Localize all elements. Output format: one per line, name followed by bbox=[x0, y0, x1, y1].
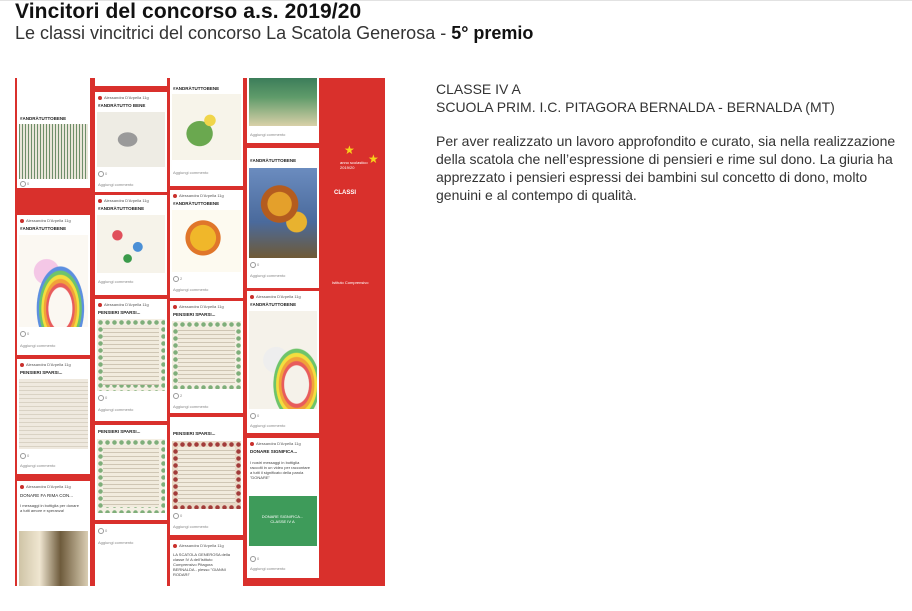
card-likes: 2 bbox=[173, 276, 182, 282]
heart-icon bbox=[173, 276, 179, 282]
card-title: #ANDRÀTUTTO BENE bbox=[98, 103, 146, 108]
card-likes: 0 bbox=[250, 262, 259, 268]
card-drawing bbox=[97, 215, 165, 273]
winner-class: CLASSE IV A bbox=[436, 81, 521, 97]
card-comment: Aggiungi commento bbox=[98, 540, 134, 545]
prize-label: 5° premio bbox=[451, 23, 534, 43]
collage-card bbox=[17, 481, 90, 586]
card-drawing bbox=[172, 321, 241, 389]
padlet-collage-image bbox=[15, 78, 385, 586]
card-photo bbox=[19, 531, 88, 586]
card-author: Alessandra D'Arpella 11g bbox=[20, 484, 71, 489]
heart-icon bbox=[20, 181, 26, 187]
heart-icon bbox=[250, 556, 256, 562]
card-likes: 0 bbox=[250, 413, 259, 419]
card-drawing bbox=[249, 168, 317, 258]
collage-card bbox=[247, 291, 319, 433]
collage-card bbox=[247, 148, 319, 288]
card-text: I messaggi in bottiglia per donare a tutti amore e speranza! bbox=[20, 503, 79, 513]
card-likes: 0 bbox=[20, 453, 29, 459]
collage-card bbox=[170, 540, 243, 586]
card-drawing bbox=[172, 94, 241, 160]
card-drawing bbox=[249, 311, 317, 409]
page-title: Vincitori del concorso a.s. 2019/20 bbox=[15, 0, 362, 23]
card-title: #ANDRÀTUTTOBENE bbox=[98, 206, 145, 211]
card-comment: Aggiungi commento bbox=[173, 404, 209, 409]
card-drawing bbox=[97, 319, 165, 391]
star-icon: ★ bbox=[368, 152, 379, 166]
card-author: Alessandra D'Arpella 11g bbox=[173, 543, 224, 548]
brand-year: anno scolastico 2019/20 bbox=[340, 160, 368, 170]
card-likes: 0 bbox=[20, 331, 29, 337]
heart-icon bbox=[98, 528, 104, 534]
card-comment: Aggiungi commento bbox=[250, 566, 286, 571]
card-likes: 0 bbox=[173, 513, 182, 519]
card-drawing bbox=[19, 379, 88, 449]
card-title: #ANDRÀTUTTOBENE bbox=[250, 302, 297, 307]
heart-icon bbox=[250, 262, 256, 268]
collage-card bbox=[170, 417, 243, 535]
card-comment: Aggiungi commento bbox=[20, 343, 56, 348]
video-title: DONARE SIGNIFICA... CLASSE IV A bbox=[261, 514, 304, 524]
card-comment: Aggiungi commento bbox=[98, 407, 134, 412]
card-comment: Aggiungi commento bbox=[250, 132, 286, 137]
card-title: PENSIERI SPARSI... bbox=[98, 310, 141, 315]
card-video bbox=[249, 496, 317, 546]
card-comment: Aggiungi commento bbox=[173, 287, 209, 292]
card-title: #ANDRÀTUTTOBENE bbox=[173, 201, 220, 206]
card-likes: 0 bbox=[98, 171, 107, 177]
collage-card bbox=[170, 78, 243, 186]
card-comment: Aggiungi commento bbox=[250, 273, 286, 278]
card-author: Alessandra D'Arpella 11g bbox=[20, 362, 71, 367]
winner-school: SCUOLA PRIM. I.C. PITAGORA BERNALDA - BERNALDA (MT) bbox=[436, 99, 835, 115]
card-comment: Aggiungi commento bbox=[98, 279, 134, 284]
card-author: Alessandra D'Arpella 11g bbox=[20, 218, 71, 223]
card-author: Alessandra D'Arpella 11g bbox=[250, 441, 301, 446]
collage-card bbox=[95, 78, 167, 86]
card-title: #ANDRÀTUTTOBENE bbox=[20, 116, 67, 121]
card-drawing bbox=[19, 124, 88, 179]
collage-card bbox=[95, 195, 167, 295]
heart-icon bbox=[98, 395, 104, 401]
collage-card bbox=[95, 425, 167, 520]
heart-icon bbox=[250, 413, 256, 419]
collage-card bbox=[170, 301, 243, 413]
card-author: Alessandra D'Arpella 11g bbox=[98, 302, 149, 307]
card-drawing bbox=[97, 439, 165, 513]
collage-card bbox=[247, 78, 319, 143]
card-title: #ANDRÀTUTTOBENE bbox=[173, 86, 220, 91]
card-drawing bbox=[172, 210, 241, 272]
card-comment: Aggiungi commento bbox=[173, 524, 209, 529]
heart-icon bbox=[20, 331, 26, 337]
collage-brand-strip bbox=[330, 138, 385, 308]
card-likes: 0 bbox=[98, 528, 107, 534]
card-comment: Aggiungi commento bbox=[173, 170, 209, 175]
card-comment: Aggiungi commento bbox=[20, 463, 56, 468]
card-likes: 0 bbox=[20, 181, 29, 187]
card-comment: Aggiungi commento bbox=[250, 423, 286, 428]
card-author: Alessandra D'Arpella 11g bbox=[173, 304, 224, 309]
collage-card bbox=[17, 78, 90, 188]
card-title: DONARE FA RIMA CON... bbox=[20, 493, 74, 498]
card-title: PENSIERI SPARSI... bbox=[173, 431, 216, 436]
card-author: Alessandra D'Arpella 11g bbox=[173, 193, 224, 198]
heart-icon bbox=[20, 453, 26, 459]
card-drawing bbox=[249, 78, 317, 126]
collage-card bbox=[170, 190, 243, 298]
card-author: Alessandra D'Arpella 11g bbox=[98, 198, 149, 203]
page-subtitle bbox=[15, 22, 533, 44]
card-title: PENSIERI SPARSI... bbox=[20, 370, 63, 375]
collage-card bbox=[17, 215, 90, 355]
card-likes: 2 bbox=[173, 393, 182, 399]
card-drawing bbox=[19, 235, 88, 327]
card-title: #ANDRÀTUTTOBENE bbox=[250, 158, 297, 163]
brand-footer: Istituto Comprensivo bbox=[332, 280, 369, 285]
card-author: Alessandra D'Arpella 11g bbox=[98, 95, 149, 100]
card-likes: 0 bbox=[250, 556, 259, 562]
subtitle-text: Le classi vincitrici del concorso La Scatola Generosa - bbox=[15, 23, 452, 43]
card-drawing bbox=[172, 441, 241, 509]
collage-card bbox=[95, 92, 167, 192]
collage-card bbox=[95, 524, 167, 586]
winner-info bbox=[436, 80, 906, 204]
collage-card bbox=[247, 438, 319, 578]
winner-description: Per aver realizzato un lavoro approfondito e curato, sia nella realizzazione della scatola che nell’espressione di pensieri e rime sul dono. La giuria ha apprezzato i pensieri espressi dei bambini sul concetto di dono, molto genuini e al contempo di qualità. bbox=[436, 133, 896, 203]
collage-card bbox=[17, 359, 90, 474]
card-text: I nostri messaggi in bottiglia raccolti in un video per raccontare a tutti il significato della parola "DONARE" bbox=[250, 460, 311, 480]
heart-icon bbox=[98, 171, 104, 177]
card-comment: Aggiungi commento bbox=[98, 182, 134, 187]
card-title: DONARE SIGNIFICA... bbox=[250, 449, 298, 454]
card-author: Alessandra D'Arpella 11g bbox=[250, 294, 301, 299]
heart-icon bbox=[173, 393, 179, 399]
card-text: LA SCATOLA GENEROSA della classe IV A dell'Istituto Comprensivo Pitagora BERNALDA - plesso "GIANNI RODARI" bbox=[173, 552, 230, 577]
card-likes: 0 bbox=[98, 395, 107, 401]
card-title: PENSIERI SPARSI... bbox=[173, 312, 216, 317]
card-title: PENSIERI SPARSI... bbox=[98, 429, 141, 434]
card-drawing bbox=[97, 112, 165, 167]
collage-card bbox=[95, 299, 167, 421]
card-title: #ANDRÀTUTTOBENE bbox=[20, 226, 67, 231]
brand-word: CLASSI bbox=[334, 190, 357, 196]
heart-icon bbox=[173, 513, 179, 519]
star-icon: ★ bbox=[344, 143, 355, 157]
